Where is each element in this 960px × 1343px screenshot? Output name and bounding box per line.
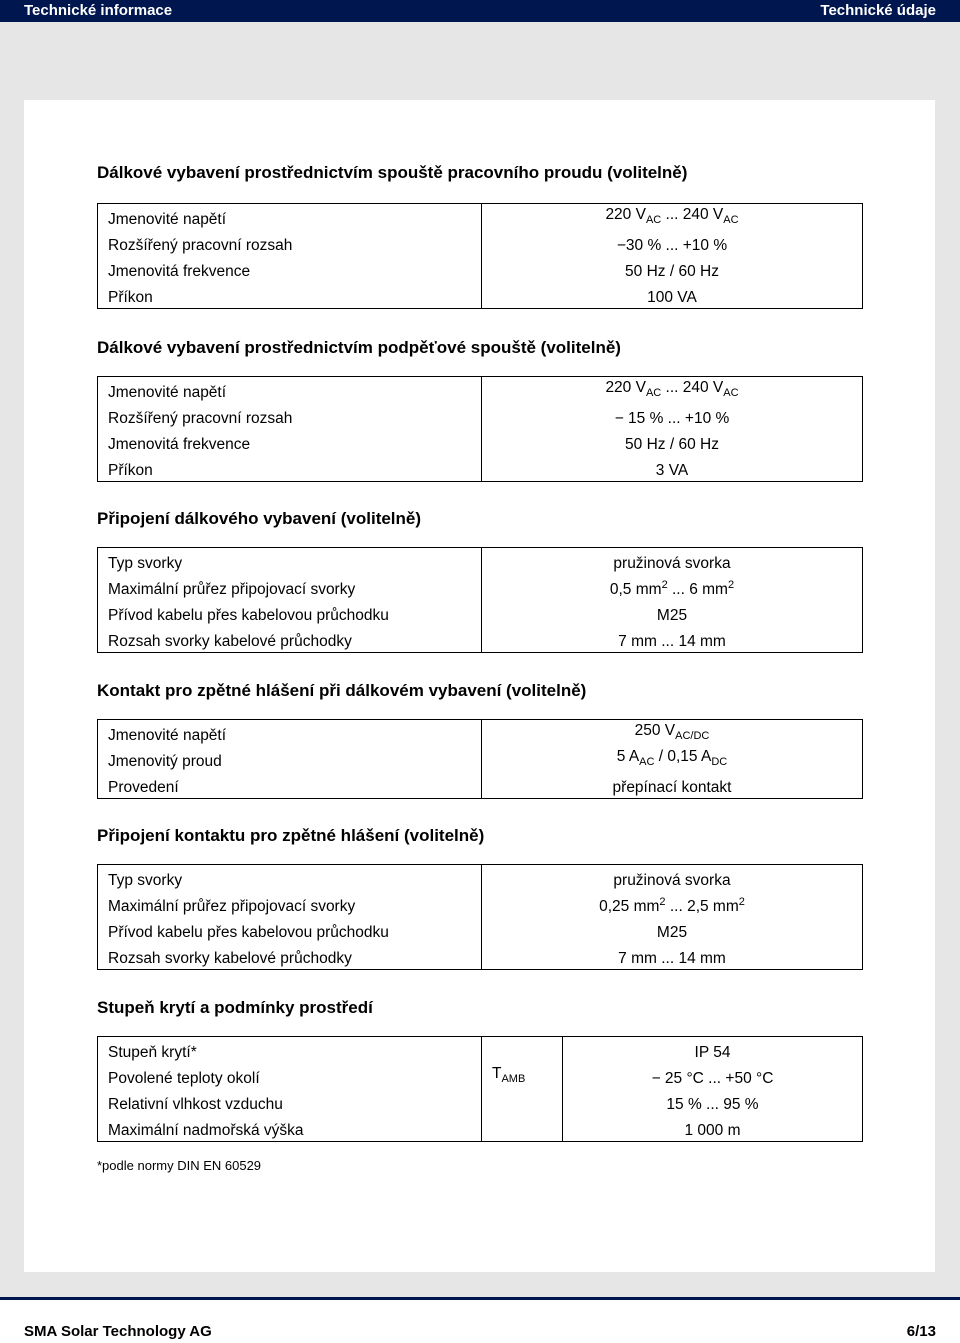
table-row <box>98 1037 863 1064</box>
row-symbol: $T_{AMB}$ <box>482 1063 563 1089</box>
header-left: Technické informace <box>24 2 173 19</box>
table-row <box>98 230 863 256</box>
table-row <box>98 746 863 772</box>
spec-table <box>97 547 863 653</box>
row-symbol <box>482 1115 563 1142</box>
row-label: Rozsah svorky kabelové průchodky <box>98 626 482 653</box>
row-value: 0,25 $mm^2$ ... 2,5 $mm^2$ <box>482 891 863 917</box>
table-row <box>98 772 863 799</box>
row-label: Stupeň krytí* <box>98 1037 482 1064</box>
footer-bar <box>0 1297 960 1343</box>
header-bar <box>0 0 960 22</box>
row-value: 1 000 m <box>563 1115 863 1142</box>
table-row <box>98 600 863 626</box>
row-value: pružinová svorka <box>482 865 863 892</box>
row-label: Rozsah svorky kabelové průchodky <box>98 943 482 970</box>
row-value: − 25 °C ... +50 °C <box>563 1063 863 1089</box>
spec-table <box>97 203 863 309</box>
section-title: Kontakt pro zpětné hlášení při dálkovém vybavení (volitelně) <box>97 681 587 700</box>
section-title: Dálkové vybavení prostřednictvím spouště pracovního proudu (volitelně) <box>97 163 688 182</box>
row-label: Typ svorky <box>98 865 482 892</box>
row-label: Přívod kabelu přes kabelovou průchodku <box>98 917 482 943</box>
row-value: pružinová svorka <box>482 548 863 575</box>
table-row <box>98 377 863 404</box>
row-label: Relativní vlhkost vzduchu <box>98 1089 482 1115</box>
section-title: Připojení dálkového vybavení (volitelně) <box>97 509 422 528</box>
table-row <box>98 943 863 970</box>
spec-table <box>97 376 863 482</box>
row-value: −30 % ... +10 % <box>482 230 863 256</box>
row-label: Příkon <box>98 455 482 482</box>
row-value: 220 $V_{AC}$ ... 240 $V_{AC}$ <box>482 204 863 231</box>
row-value: 15 % ... 95 % <box>563 1089 863 1115</box>
section-title: Dálkové vybavení prostřednictvím podpěťové spouště (volitelně) <box>97 338 621 357</box>
row-label: Jmenovité napětí <box>98 204 482 231</box>
table-row <box>98 1063 863 1089</box>
row-label: Provedení <box>98 772 482 799</box>
row-label: Maximální nadmořská výška <box>98 1115 482 1142</box>
row-value: 100 VA <box>482 282 863 309</box>
row-label: Jmenovitá frekvence <box>98 429 482 455</box>
table-row <box>98 626 863 653</box>
row-label: Jmenovité napětí <box>98 720 482 747</box>
row-value: M25 <box>482 917 863 943</box>
row-value: 0,5 $mm^2$ ... 6 $mm^2$ <box>482 574 863 600</box>
footer-company: SMA Solar Technology AG <box>24 1323 212 1340</box>
row-value: 220 $V_{AC}$ ... 240 $V_{AC}$ <box>482 377 863 404</box>
row-value: 50 Hz / 60 Hz <box>482 429 863 455</box>
table-row <box>98 455 863 482</box>
row-value: 5 $A_{AC} / 0,15$ $A_{DC}$ <box>482 746 863 772</box>
spec-table <box>97 719 863 799</box>
row-label: Typ svorky <box>98 548 482 575</box>
table-row <box>98 891 863 917</box>
row-label: Jmenovitý proud <box>98 746 482 772</box>
row-label: Přívod kabelu přes kabelovou průchodku <box>98 600 482 626</box>
table-row <box>98 1089 863 1115</box>
row-label: Jmenovitá frekvence <box>98 256 482 282</box>
row-symbol <box>482 1037 563 1064</box>
table-row <box>98 429 863 455</box>
header-right: Technické údaje <box>820 2 936 19</box>
row-label: Rozšířený pracovní rozsah <box>98 230 482 256</box>
spec-table <box>97 1036 863 1142</box>
table-row <box>98 720 863 747</box>
row-symbol <box>482 1089 563 1115</box>
row-value: M25 <box>482 600 863 626</box>
table-row <box>98 282 863 309</box>
row-label: Maximální průřez připojovací svorky <box>98 891 482 917</box>
row-value: 7 mm ... 14 mm <box>482 626 863 653</box>
section-title: Stupeň krytí a podmínky prostředí <box>97 998 373 1017</box>
row-value: 3 VA <box>482 455 863 482</box>
row-label: Příkon <box>98 282 482 309</box>
table-row <box>98 574 863 600</box>
footnote: *podle normy DIN EN 60529 <box>97 1158 262 1173</box>
row-label: Rozšířený pracovní rozsah <box>98 403 482 429</box>
page-number: 6/13 <box>906 1323 936 1340</box>
table-row <box>98 204 863 231</box>
table-row <box>98 256 863 282</box>
row-label: Jmenovité napětí <box>98 377 482 404</box>
row-value: 250 $V_{AC/DC}$ <box>482 720 863 747</box>
section-title: Připojení kontaktu pro zpětné hlášení (volitelně) <box>97 826 485 845</box>
row-value: IP 54 <box>563 1037 863 1064</box>
table-row <box>98 917 863 943</box>
row-value: 7 mm ... 14 mm <box>482 943 863 970</box>
table-row <box>98 403 863 429</box>
footer-rule <box>0 1297 960 1300</box>
table-row <box>98 548 863 575</box>
row-value: − 15 % ... +10 % <box>482 403 863 429</box>
row-label: Maximální průřez připojovací svorky <box>98 574 482 600</box>
table-row <box>98 1115 863 1142</box>
row-value: 50 Hz / 60 Hz <box>482 256 863 282</box>
row-value: přepínací kontakt <box>482 772 863 799</box>
table-row <box>98 865 863 892</box>
spec-table <box>97 864 863 970</box>
row-label: Povolené teploty okolí <box>98 1063 482 1089</box>
